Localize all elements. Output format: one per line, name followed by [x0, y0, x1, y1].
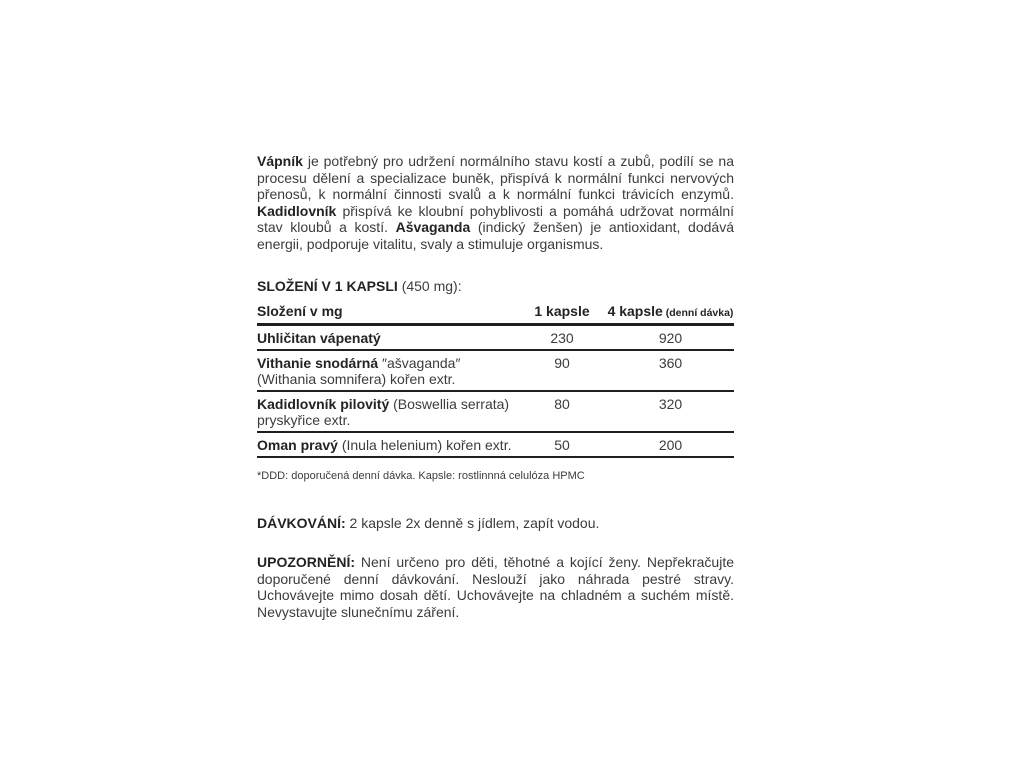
- intro-text: je potřebný pro udržení normálního stavu kostí a zubů, podílí se na procesu dělení a specializace buněk, přispívá k normální funkci nervových přenosů, k normální činnosti svalů a k normální funkci trávicích enzymů.: [257, 153, 734, 202]
- amount-1-capsule: 50: [554, 437, 570, 453]
- header-col-name: Složení v mg: [257, 303, 343, 319]
- warning-text: Není určeno pro děti, těhotné a kojící ženy. Nepřekračujte doporučené denní dávkování. Neslouží jako náhrada pestré stravy. Uchovávejte mimo dosah dětí. Uchovávejte na chladném a suchém místě. Nevystavujte slunečnímu záření.: [257, 554, 734, 620]
- daily-dose-note: (denní dávka): [662, 307, 734, 319]
- amount-1-capsule: 230: [550, 330, 574, 346]
- ingredient-name: Oman pravý (Inula helenium) kořen extr.: [257, 437, 512, 453]
- table-header-row: [257, 301, 734, 323]
- header-col-4-capsules: [607, 303, 734, 321]
- table-footnote: *DDD: doporučená denní dávka. Kapsle: rostlinnná celulóza HPMC: [257, 470, 585, 482]
- composition-heading: [257, 278, 734, 295]
- amount-1-capsule: 90: [554, 355, 570, 371]
- amount-4-capsules: 200: [658, 437, 683, 453]
- ingredient-name: Kadidlovník pilovitý (Boswellia serrata) pryskyřice extr.: [257, 396, 510, 428]
- header-col-4-capsules-label: 4 kapsle: [607, 303, 663, 319]
- intro-term-asvaganda: Ašvaganda: [395, 219, 471, 235]
- intro-text: (indický ženšen) je antioxidant, dodává energii, podporuje vitalitu, svaly a stimuluje organismus.: [257, 219, 734, 252]
- warning-label: UPOZORNĚNÍ:: [257, 554, 355, 570]
- composition-heading-title: SLOŽENÍ V 1 KAPSLI: [257, 278, 398, 294]
- ingredients-table: [257, 301, 734, 458]
- intro-term-vapnik: Vápník: [257, 153, 303, 169]
- label-document: [257, 153, 734, 634]
- intro-text: přispívá ke kloubní pohyblivosti a pomáhá udržovat normální stav kloubů a kostí.: [257, 202, 734, 235]
- table-row: [257, 326, 734, 349]
- table-rule: [257, 456, 734, 458]
- table-row: [257, 392, 734, 431]
- amount-1-capsule: 80: [554, 396, 570, 412]
- dosage-text: 2 kapsle 2x denně s jídlem, zapít vodou.: [345, 515, 600, 531]
- intro-paragraph: [257, 153, 734, 252]
- amount-4-capsules: 920: [658, 330, 683, 346]
- amount-4-capsules: 320: [658, 396, 683, 412]
- ingredient-name: Vithanie snodárná ″ašvaganda″ (Withania somnifera) kořen extr.: [257, 355, 461, 387]
- header-col-1-capsule: 1 kapsle: [534, 303, 590, 319]
- table-row: [257, 433, 734, 456]
- intro-term-kadidlovnik: Kadidlovník: [257, 202, 337, 219]
- table-row: [257, 351, 734, 390]
- dosage-label: DÁVKOVÁNÍ:: [257, 515, 346, 531]
- dosage-section: [257, 515, 734, 532]
- warning-section: [257, 554, 734, 620]
- amount-4-capsules: 360: [658, 355, 683, 371]
- ingredient-name: Uhličitan vápenatý: [257, 330, 381, 346]
- composition-heading-weight: (450 mg):: [397, 278, 462, 294]
